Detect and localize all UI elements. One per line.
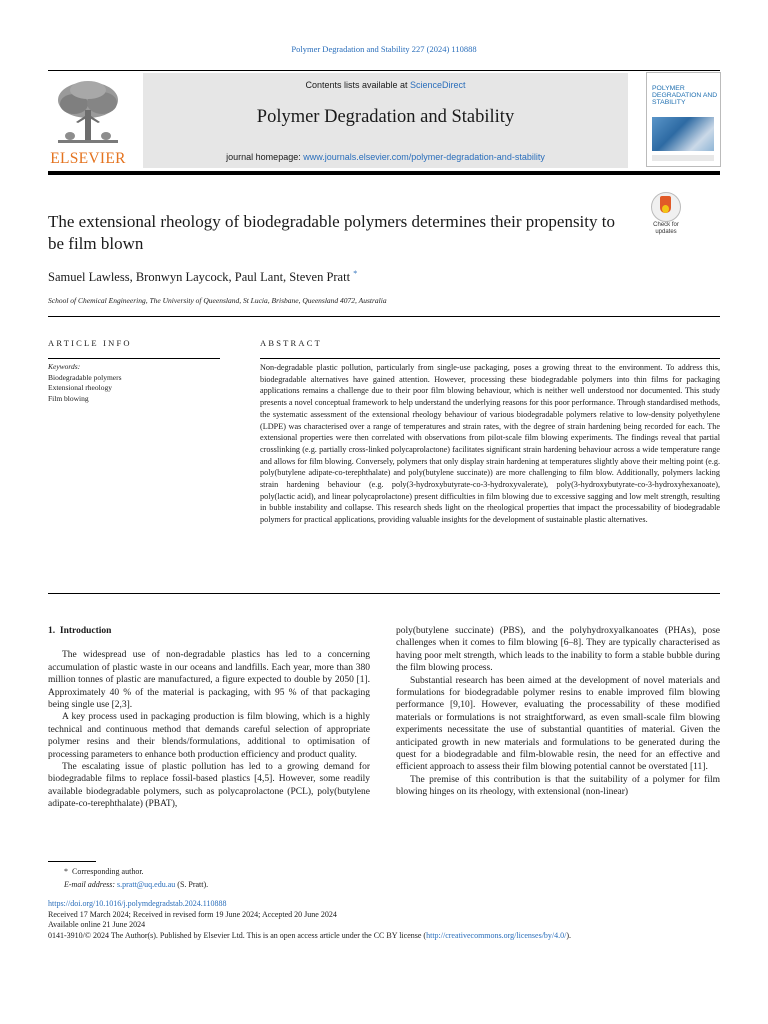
homepage-link[interactable]: www.journals.elsevier.com/polymer-degradation-and-stability [303, 152, 545, 162]
copyright-text: 0141-3910/© 2024 The Author(s). Published by Elsevier Ltd. This is an open access article under the CC BY license ( [48, 930, 427, 940]
body-paragraph: A key process used in packaging production is film blowing, which is a highly technical and continuous method that demands careful selection of appropriate polymer resins and their blends/formulations, additional to optimisation of processing parameters to enhance both production efficiency and product quality. [48, 712, 370, 760]
check-for-updates-badge[interactable] [646, 192, 686, 236]
received-dates: Received 17 March 2024; Received in revised form 19 June 2024; Accepted 20 June 2024 [48, 909, 337, 919]
doi-link[interactable]: https://doi.org/10.1016/j.polymdegradstab.2024.110888 [48, 899, 227, 908]
journal-title: Polymer Degradation and Stability [256, 107, 515, 127]
footnote-mark: * [64, 867, 68, 876]
author-name[interactable]: Samuel Lawless [48, 270, 130, 285]
corresponding-author-text: Corresponding author. [72, 867, 144, 876]
keyword: Biodegradable polymers [48, 372, 122, 382]
author-list [48, 269, 648, 285]
body-paragraph: The premise of this contribution is that the suitability of a polymer for film blowing hinges on its rheology, with extensional (non-linear) [396, 774, 720, 798]
article-title: The extensional rheology of biodegradable polymers determines their propensity to be film blown [48, 212, 615, 253]
available-online: Available online 21 June 2024 [48, 920, 146, 929]
abstract-text: Non-degradable plastic pollution, particularly from single-use packaging, poses a growing threat to the environment. To address this, biodegradable alternatives have gained attention. However, processing these biodegradable polymers into thin films for packaging applications remains a challenge due to their poor film blowing behaviour, which is neither well understood nor documented. This study presents a novel conceptual framework to help understand the underlying reasons for this poor performance. Through standardised methods, the systematic assessment of the extensional rheology behaviour of various biodegradable polymers relative to low-density polyethylene (LDPE) was characterised over a range of temperatures and strain rates, with the degree of strain hardening being recorded for each. The extensional properties were then correlated with observations from pilot-scale film blowing experiments. The findings reveal that partial crosslinking (e.g. partially cross-linked polycaprolactone) facilitates significant strain hardening behaviour across a wide temperature range and allows for film blowing. Conversely, polymers that only display strain hardening at temperatures slightly above their melting point (e.g. poly(butylene adipate-co-terephthalate) and poly(butylene succinate)) are more challenging to film blow. Additionally, polymers lacking strain hardening behaviour (e.g. poly(3-hydroxybutyrate-co-3-hydroxyvalerate), poly(3-hydroxybutyrate-co-3-hydroxyhexanoate), poly(lactic acid), and linear polycaprolactone) present difficulties in film blowing due to excessive sagging and low melt strength, resulting in bubble instability and collapse. This research sheds light on the rheological properties that impact the processability of biodegradable polymers for practical applications, providing valuable insights for the development of sustainable plastic alternatives. [260, 363, 720, 525]
section-title: Introduction [59, 626, 112, 636]
license-link[interactable]: http://creativecommons.org/licenses/by/4.0/ [426, 930, 567, 940]
body-column-right [396, 625, 720, 799]
author-name[interactable]: Paul Lant [234, 270, 284, 285]
body-paragraph: Substantial research has been aimed at the development of novel materials and formulations for biodegradable polymer resins to enable improved film blowing performance [9,10]. However, evaluating the processability of these modified materials or formulations is not straightforward, as even small-scale film blowing experiments necessitate the use of substantial quantities of material. Given the anticipated growth in new materials and formulations to be generated during the quest for a biodegradable and film-blowable resin, the need for an effective and efficient approach to assess their film blowing potential cannot be overstated [11]. [396, 675, 720, 773]
badge-text-1: Check for [653, 222, 679, 228]
body-paragraph: poly(butylene succinate) (PBS), and the polyhydroxyalkanoates (PHAs), pose challenges when it comes to film blowing [6–8]. They are typically characterised as having poor melt strength, which leads to the inability to form a stable bubble during the film blowing process. [396, 626, 720, 674]
cover-footer [652, 155, 714, 161]
email-suffix: (S. Pratt). [175, 879, 209, 889]
contents-line [143, 80, 628, 90]
journal-cover-thumbnail[interactable] [646, 72, 721, 167]
email-link[interactable]: s.pratt@uq.edu.au [117, 879, 176, 889]
email-label: E-mail address: [64, 879, 116, 889]
keyword: Extensional rheology [48, 383, 112, 392]
badge-text-2: updates [655, 229, 677, 235]
body-paragraph: The widespread use of non-degradable plastics has led to a concerning accumulation of plastic waste in our oceans and landfills. Each year, more than 380 million tonnes of plastic are manufactured, a figure expected to double by 2050 [1]. Approximately 40 % of the material is packaging, with 95 % of that packaging being single use [2,3]. [48, 650, 370, 711]
keywords-label: Keywords: [48, 362, 81, 371]
masthead-top-rule [48, 70, 720, 71]
author-name[interactable]: Bronwyn Laycock [135, 270, 229, 285]
author-name[interactable]: Steven Pratt [289, 270, 351, 285]
keywords-block [48, 362, 220, 404]
footnote-block [48, 866, 720, 891]
contents-prefix: Contents lists available at [305, 80, 411, 90]
corresponding-footnote [48, 866, 720, 879]
homepage-prefix: journal homepage: [226, 152, 304, 162]
article-info-heading: ARTICLE INFO [48, 338, 132, 348]
author-separator: , [129, 270, 136, 285]
abstract-rule [260, 358, 720, 359]
cover-image [652, 117, 714, 151]
body-separator [48, 593, 720, 594]
footnote-rule [48, 861, 96, 862]
masthead-bottom-rule [48, 171, 720, 175]
section-number: 1. [48, 626, 56, 636]
email-footnote [48, 879, 720, 892]
running-citation[interactable]: Polymer Degradation and Stability 227 (2024) 110888 [291, 44, 477, 54]
author-separator: , [228, 270, 235, 285]
bookmark-icon [651, 192, 681, 222]
article-meta [48, 899, 738, 941]
body-column-left [48, 625, 370, 811]
sciencedirect-link[interactable]: ScienceDirect [410, 80, 466, 90]
homepage-line [143, 152, 628, 162]
copyright-suffix: ). [566, 930, 572, 940]
body-paragraph: The escalating issue of plastic pollution has led to a growing demand for biodegradable films to replace fossil-based plastics [4,5]. However, some readily available biodegradable polymers, such as polycaprolactone (PCL), poly(butylene adipate-co-terephthalate) (PBAT), [48, 762, 370, 810]
abstract-heading: ABSTRACT [260, 338, 322, 348]
section-heading [48, 625, 370, 637]
elsevier-wordmark: ELSEVIER [50, 150, 126, 167]
affiliation: School of Chemical Engineering, The University of Queensland, St Lucia, Brisbane, Queensland 4072, Australia [48, 296, 387, 305]
copyright-line [48, 931, 738, 942]
section-separator [48, 316, 720, 317]
author-separator: , [283, 270, 290, 285]
cover-title: POLYMER DEGRADATION AND STABILITY [652, 85, 718, 107]
corresponding-author-mark[interactable]: * [353, 269, 358, 278]
keyword: Film blowing [48, 393, 89, 403]
article-info-rule [48, 358, 220, 359]
